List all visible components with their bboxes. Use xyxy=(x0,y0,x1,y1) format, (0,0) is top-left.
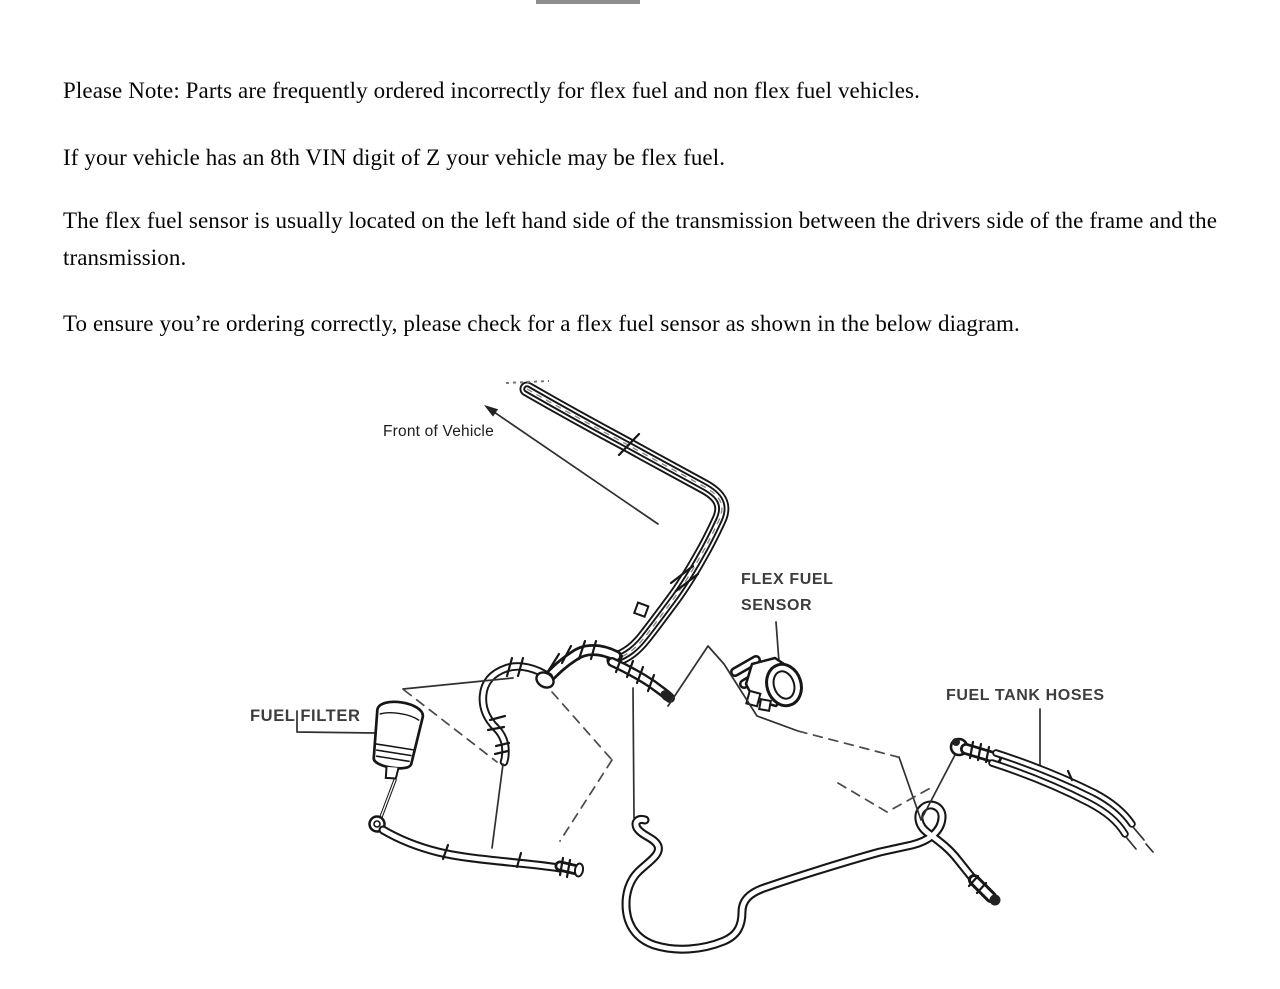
flex-fuel-sensor-label-line1: FLEX FUEL xyxy=(741,571,834,588)
check-paragraph: To ensure you’re ordering correctly, please check for a flex fuel sensor as shown in the below diagram. xyxy=(63,311,1020,336)
vin-paragraph: If your vehicle has an 8th VIN digit of Z your vehicle may be flex fuel. xyxy=(63,145,726,170)
location-paragraph: The flex fuel sensor is usually located on the left hand side of the transmission between the drivers side of the frame and the transmission. xyxy=(63,208,1218,270)
filter-outlet-tube xyxy=(383,830,584,877)
front-of-vehicle-arrow xyxy=(484,405,658,524)
flex-fuel-sensor-label-line2: SENSOR xyxy=(741,597,813,614)
quick-connect-fitting-cluster xyxy=(549,641,676,818)
fuel-line-bundle xyxy=(506,381,722,660)
front-of-vehicle-label: Front of Vehicle xyxy=(383,423,494,440)
fuel-filter-label: FUEL FILTER xyxy=(250,707,361,725)
rear-fuel-line xyxy=(626,805,1001,949)
left-fuel-hose xyxy=(483,658,556,848)
fuel-tank-hoses-label: FUEL TANK HOSES xyxy=(946,687,1105,704)
note-paragraph: Please Note: Parts are frequently ordered incorrectly for flex fuel and non flex fuel vehicles. xyxy=(63,78,920,103)
frame-reference-lines xyxy=(403,646,934,841)
flex-fuel-sensor-pointer xyxy=(776,622,779,662)
